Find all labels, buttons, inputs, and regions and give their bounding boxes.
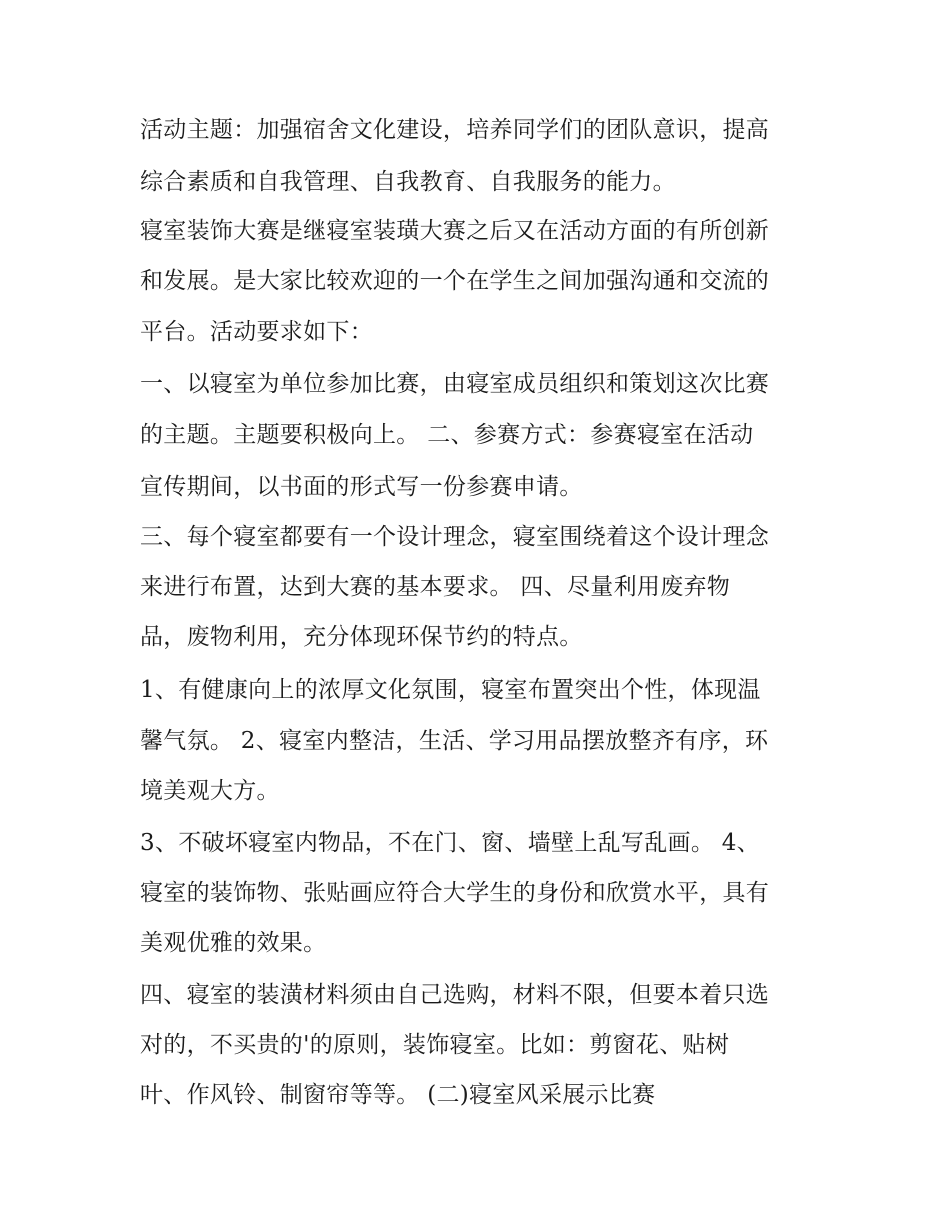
text-line: 寝室的装饰物、张贴画应符合大学生的身份和欣赏水平，具有 — [140, 880, 770, 906]
text-line: 品，废物利用，充分体现环保节约的特点。 — [140, 624, 583, 650]
text-line: 境美观大方。 — [140, 778, 280, 804]
text-line: 3、不破坏寝室内物品，不在门、窗、墙壁上乱写乱画。 4、 — [140, 830, 760, 856]
text-line: 宣传期间，以书面的形式写一份参赛申请。 — [140, 474, 583, 500]
text-line: 馨气氛。 2、寝室内整洁，生活、学习用品摆放整齐有序，环 — [140, 728, 769, 754]
text-line: 对的，不买贵的'的原则，装饰寝室。比如：剪窗花、贴树 — [140, 1032, 730, 1058]
text-line: 美观优雅的效果。 — [140, 930, 327, 956]
text-line: 四、寝室的装潢材料须由自己选购，材料不限，但要本着只选 — [140, 982, 770, 1008]
text-line: 三、每个寝室都要有一个设计理念，寝室围绕着这个设计理念 — [140, 524, 770, 550]
text-line: 综合素质和自我管理、自我教育、自我服务的能力。 — [140, 169, 676, 195]
text-line: 平台。活动要求如下： — [140, 319, 373, 345]
text-line: 1、有健康向上的浓厚文化氛围，寝室布置突出个性，体现温 — [140, 677, 761, 703]
text-line: 寝室装饰大赛是继寝室装璜大赛之后又在活动方面的有所创新 — [140, 218, 770, 244]
text-line: 一、以寝室为单位参加比赛，由寝室成员组织和策划这次比赛 — [140, 371, 770, 397]
text-line: 的主题。主题要积极向上。 二、参赛方式：参赛寝室在活动 — [140, 422, 754, 448]
text-line: 和发展。是大家比较欢迎的一个在学生之间加强沟通和交流的 — [140, 268, 770, 294]
text-line: 叶、作风铃、制窗帘等等。 (二)寝室风采展示比赛 — [140, 1082, 656, 1108]
text-line: 来进行布置，达到大赛的基本要求。 四、尽量利用废弃物 — [140, 574, 731, 600]
text-line: 活动主题：加强宿舍文化建设，培养同学们的团队意识，提高 — [140, 117, 770, 143]
